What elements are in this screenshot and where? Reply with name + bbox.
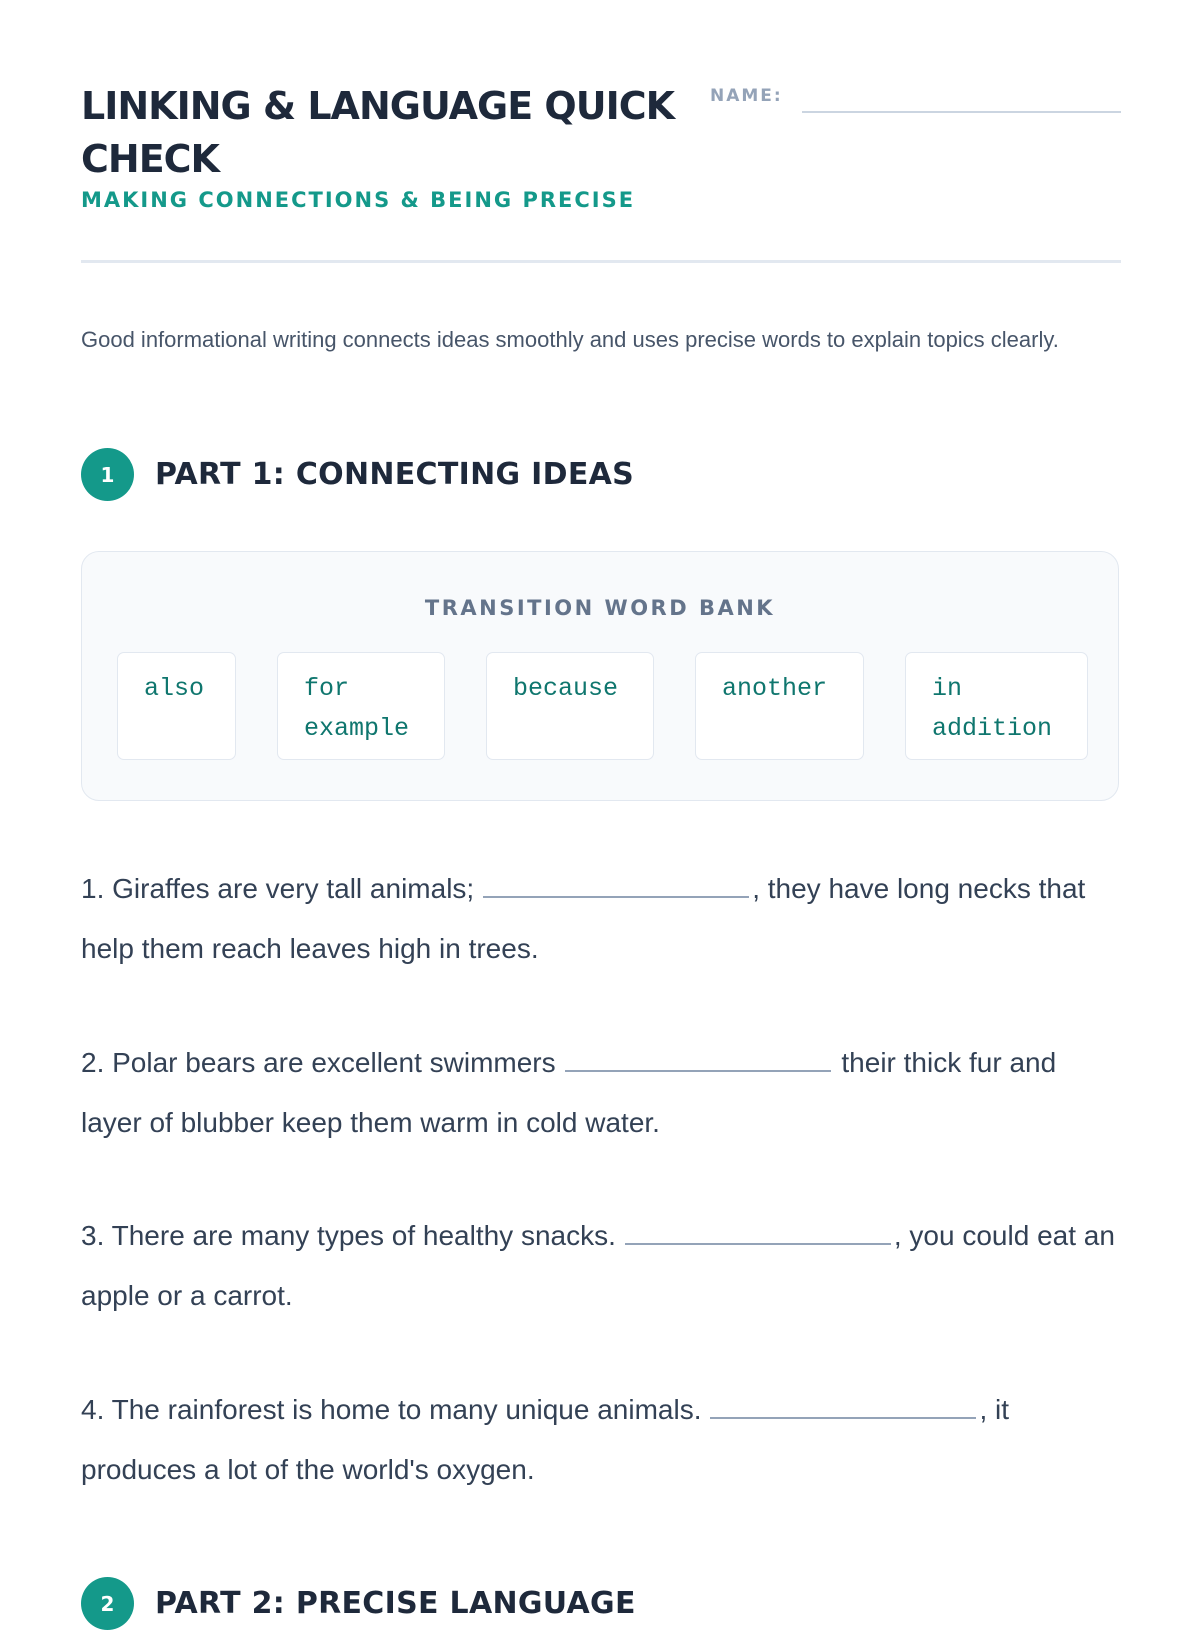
part-title: PART 2: PRECISE LANGUAGE bbox=[155, 1586, 636, 1621]
name-label: NAME: bbox=[710, 86, 783, 106]
word-bank-item: another bbox=[695, 652, 864, 760]
worksheet-page bbox=[81, 0, 1121, 1621]
header-divider bbox=[81, 260, 1121, 263]
question-text: 4. The rainforest is home to many unique animals. bbox=[81, 1394, 702, 1425]
word-bank-item: for example bbox=[277, 652, 445, 760]
question-2 bbox=[81, 1033, 1121, 1153]
intro-text: Good informational writing connects ideas smoothly and uses precise words to explain topics clearly. bbox=[81, 327, 1059, 352]
name-field-line[interactable] bbox=[802, 111, 1121, 113]
question-1 bbox=[81, 859, 1121, 979]
question-text: , you could eat an apple or a carrot. bbox=[81, 1220, 1115, 1311]
part-2-heading bbox=[81, 1577, 636, 1630]
worksheet-header bbox=[81, 0, 1121, 265]
part-number-badge: 1 bbox=[81, 448, 134, 501]
question-4 bbox=[81, 1380, 1121, 1500]
question-text: 2. Polar bears are excellent swimmers bbox=[81, 1047, 556, 1078]
answer-blank[interactable] bbox=[483, 876, 749, 898]
question-3 bbox=[81, 1206, 1121, 1326]
worksheet-title: LINKING & LANGUAGE QUICK CHECK bbox=[81, 84, 675, 181]
worksheet-subtitle: MAKING CONNECTIONS & BEING PRECISE bbox=[81, 188, 636, 212]
word-bank-item: in addition bbox=[905, 652, 1088, 760]
word-bank-item: because bbox=[486, 652, 654, 760]
question-text: , they have long necks that help them reach leaves high in trees. bbox=[81, 873, 1086, 964]
answer-blank[interactable] bbox=[565, 1050, 831, 1072]
transition-word-bank bbox=[81, 551, 1119, 801]
question-text: , it produces a lot of the world's oxygen. bbox=[81, 1394, 1010, 1485]
question-text: 1. Giraffes are very tall animals; bbox=[81, 873, 475, 904]
part-number-badge: 2 bbox=[81, 1577, 134, 1630]
part-1-heading bbox=[81, 448, 634, 501]
word-bank-item: also bbox=[117, 652, 236, 760]
answer-blank[interactable] bbox=[625, 1223, 891, 1245]
question-text: 3. There are many types of healthy snacks. bbox=[81, 1220, 616, 1251]
answer-blank[interactable] bbox=[710, 1397, 976, 1419]
part-title: PART 1: CONNECTING IDEAS bbox=[155, 457, 635, 492]
word-bank-title: TRANSITION WORD BANK bbox=[424, 596, 776, 620]
question-text: their thick fur and layer of blubber keep them warm in cold water. bbox=[81, 1047, 1057, 1138]
